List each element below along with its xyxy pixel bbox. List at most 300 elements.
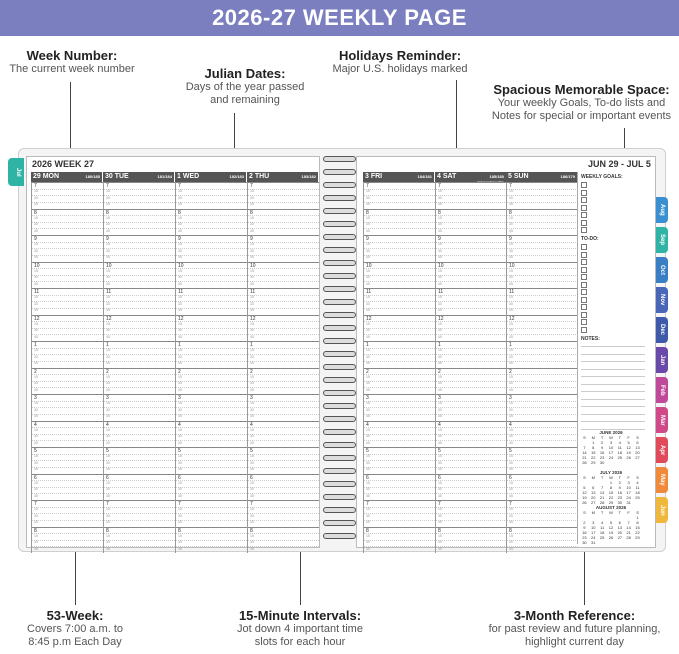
notes-line: [581, 346, 645, 347]
quarter-label: 30: [438, 328, 442, 333]
mini-day: 22: [591, 455, 596, 460]
callout-title: Julian Dates:: [204, 66, 286, 81]
hour-line: [32, 474, 103, 475]
hour-label: 2: [438, 368, 441, 375]
todo-checkbox[interactable]: [581, 319, 587, 325]
day-column[interactable]: [31, 182, 103, 553]
quarter-line: [364, 434, 435, 435]
quarter-line: [176, 487, 247, 488]
quarter-line: [507, 487, 578, 488]
quarter-line: [248, 381, 319, 382]
hour-line: [176, 341, 247, 342]
quarter-label: 45: [250, 255, 254, 260]
quarter-line: [364, 387, 435, 388]
quarter-line: [436, 546, 507, 547]
mini-day: 1: [636, 515, 639, 520]
quarter-line: [248, 321, 319, 322]
mini-day: 13: [635, 445, 640, 450]
quarter-line: [248, 493, 319, 494]
callout-sub: Major U.S. holidays marked: [332, 63, 468, 75]
quarter-label: 45: [178, 308, 182, 313]
notes-line: [581, 414, 645, 415]
quarter-label: 30: [250, 222, 254, 227]
todo-checkbox[interactable]: [581, 289, 587, 295]
quarter-line: [104, 334, 175, 335]
quarter-line: [364, 427, 435, 428]
quarter-line: [248, 255, 319, 256]
month-tab-label: Sep: [659, 234, 665, 246]
quarter-label: 15: [178, 242, 182, 247]
quarter-line: [104, 533, 175, 534]
quarter-label: 15: [366, 295, 370, 300]
quarter-label: 45: [178, 520, 182, 525]
hour-label: 6: [106, 474, 109, 481]
mini-day: 22: [635, 530, 640, 535]
quarter-label: 45: [178, 414, 182, 419]
hour-line: [104, 527, 175, 528]
todo-checkbox[interactable]: [581, 312, 587, 318]
quarter-label: 45: [366, 202, 370, 207]
quarter-label: 45: [438, 308, 442, 313]
hour-line: [32, 315, 103, 316]
hour-label: 4: [178, 421, 181, 428]
hour-line: [32, 500, 103, 501]
quarter-line: [364, 381, 435, 382]
day-header: [363, 172, 434, 182]
todo-checkbox[interactable]: [581, 244, 587, 250]
binding-ring: [323, 273, 356, 279]
quarter-label: 15: [34, 454, 38, 459]
quarter-line: [436, 328, 507, 329]
quarter-line: [507, 381, 578, 382]
todo-checkbox[interactable]: [581, 304, 587, 310]
todo-checkbox[interactable]: [581, 282, 587, 288]
quarter-line: [507, 281, 578, 282]
month-tab-apr[interactable]: [656, 437, 668, 463]
quarter-label: 15: [509, 321, 513, 326]
quarter-label: 45: [366, 308, 370, 313]
quarter-line: [507, 295, 578, 296]
quarter-label: 15: [178, 533, 182, 538]
quarter-line: [32, 215, 103, 216]
mini-day: [607, 460, 616, 465]
hour-label: 12: [438, 315, 444, 322]
quarter-line: [436, 275, 507, 276]
callout-sub: 8:45 p.m Each Day: [28, 636, 122, 648]
hour-label: 2: [34, 368, 37, 375]
goal-checkbox[interactable]: [581, 205, 587, 211]
hour-label: 6: [34, 474, 37, 481]
quarter-line: [104, 275, 175, 276]
quarter-line: [104, 387, 175, 388]
hour-label: 11: [366, 289, 372, 295]
hour-label: 11: [178, 289, 184, 295]
binding-ring: [323, 299, 356, 305]
quarter-line: [32, 321, 103, 322]
mini-day: 18: [635, 490, 640, 495]
hour-line: [248, 341, 319, 342]
hour-label: 9: [178, 236, 181, 242]
julian-date: 184/181: [417, 174, 432, 179]
day-column[interactable]: [247, 182, 319, 553]
hour-line: [176, 474, 247, 475]
mini-day: 5: [627, 440, 630, 445]
quarter-line: [176, 202, 247, 203]
month-tab-mar[interactable]: [656, 407, 668, 433]
hour-line: [248, 182, 319, 183]
quarter-line: [364, 202, 435, 203]
day-column[interactable]: [506, 182, 578, 553]
hour-label: 5: [366, 448, 369, 454]
quarter-label: 15: [106, 533, 110, 538]
quarter-label: 45: [178, 255, 182, 260]
quarter-line: [364, 195, 435, 196]
goal-checkbox[interactable]: [581, 212, 587, 218]
day-header: [31, 172, 102, 182]
mini-day: 3: [609, 440, 613, 445]
month-tab-jun[interactable]: [656, 497, 668, 523]
page-year-week: [32, 159, 94, 169]
goal-checkbox[interactable]: [581, 182, 587, 188]
mini-day: 26: [626, 455, 631, 460]
quarter-label: 45: [178, 361, 182, 366]
binding-ring: [323, 195, 356, 201]
quarter-line: [364, 374, 435, 375]
callout-title: 15-Minute Intervals:: [238, 608, 362, 623]
todo-checkbox[interactable]: [581, 267, 587, 273]
quarter-line: [32, 520, 103, 521]
quarter-label: 30: [366, 354, 370, 359]
hour-label: 10: [438, 262, 444, 269]
quarter-line: [436, 202, 507, 203]
hour-label: 6: [509, 474, 512, 481]
month-tab-jan[interactable]: [656, 347, 668, 373]
hour-label: 6: [438, 474, 441, 481]
quarter-line: [104, 255, 175, 256]
hour-label: 1: [178, 342, 181, 348]
quarter-line: [364, 401, 435, 402]
quarter-label: 45: [509, 414, 513, 419]
hour-line: [436, 262, 507, 263]
quarter-line: [176, 348, 247, 349]
hour-label: 9: [106, 236, 109, 242]
quarter-label: 15: [34, 533, 38, 538]
hour-line: [104, 474, 175, 475]
quarter-label: 30: [106, 460, 110, 465]
quarter-label: 15: [438, 374, 442, 379]
quarter-label: 45: [438, 387, 442, 392]
month-tab-may[interactable]: [656, 467, 668, 493]
goal-checkbox[interactable]: [581, 190, 587, 196]
quarter-label: 45: [34, 255, 38, 260]
hour-label: 7: [178, 501, 181, 507]
month-tab-label: Nov: [659, 294, 665, 306]
quarter-line: [104, 546, 175, 547]
month-tab-feb[interactable]: [656, 377, 668, 403]
quarter-line: [104, 268, 175, 269]
mini-day: 10: [608, 445, 614, 450]
quarter-label: 45: [34, 202, 38, 207]
quarter-line: [248, 295, 319, 296]
quarter-line: [364, 301, 435, 302]
quarter-line: [32, 427, 103, 428]
quarter-line: [248, 467, 319, 468]
quarter-label: 30: [438, 513, 442, 518]
quarter-line: [32, 275, 103, 276]
quarter-label: 30: [250, 460, 254, 465]
mini-day: 4: [636, 480, 639, 485]
mini-month: [580, 470, 642, 505]
callout-holidays: [320, 48, 480, 76]
quarter-label: 45: [250, 228, 254, 233]
hour-line: [248, 474, 319, 475]
mini-day: 26: [608, 535, 614, 540]
mini-dow: S: [636, 475, 639, 480]
mini-day: 11: [600, 525, 605, 530]
quarter-line: [507, 546, 578, 547]
quarter-line: [507, 189, 578, 190]
quarter-label: 15: [366, 374, 370, 379]
quarter-line: [248, 387, 319, 388]
quarter-line: [507, 334, 578, 335]
quarter-line: [248, 334, 319, 335]
quarter-line: [104, 520, 175, 521]
mini-day: 10: [626, 485, 631, 490]
quarter-line: [436, 195, 507, 196]
notes-label: NOTES:: [581, 336, 600, 342]
quarter-label: 15: [250, 507, 254, 512]
hour-line: [507, 341, 578, 342]
hour-line: [104, 500, 175, 501]
hour-line: [176, 500, 247, 501]
quarter-line: [32, 460, 103, 461]
quarter-line: [436, 242, 507, 243]
month-tab-dec[interactable]: [656, 317, 668, 343]
quarter-line: [32, 434, 103, 435]
quarter-line: [364, 414, 435, 415]
hour-line: [32, 288, 103, 289]
quarter-line: [364, 507, 435, 508]
hour-line: [32, 235, 103, 236]
hour-label: 7: [509, 183, 512, 189]
todo-checkbox[interactable]: [581, 274, 587, 280]
mini-day: 24: [591, 535, 596, 540]
quarter-line: [32, 513, 103, 514]
todo-checkbox[interactable]: [581, 297, 587, 303]
hour-label: 10: [250, 262, 256, 269]
quarter-label: 15: [250, 348, 254, 353]
quarter-label: 15: [34, 374, 38, 379]
hour-line: [507, 527, 578, 528]
month-tab-oct[interactable]: [656, 257, 668, 283]
hour-line: [176, 262, 247, 263]
binding-ring: [323, 442, 356, 448]
quarter-line: [507, 248, 578, 249]
month-tab-aug[interactable]: [656, 197, 668, 223]
quarter-label: 45: [178, 334, 182, 339]
quarter-line: [364, 348, 435, 349]
quarter-line: [248, 354, 319, 355]
mini-day: 25: [617, 455, 623, 460]
quarter-line: [364, 493, 435, 494]
quarter-line: [436, 427, 507, 428]
quarter-label: 45: [366, 493, 370, 498]
quarter-line: [248, 202, 319, 203]
quarter-line: [248, 401, 319, 402]
day-column[interactable]: [435, 182, 507, 553]
julian-date: 180/185: [85, 174, 100, 179]
hour-line: [248, 368, 319, 369]
quarter-label: 45: [366, 281, 370, 286]
quarter-label: 15: [509, 427, 513, 432]
quarter-label: 30: [34, 487, 38, 492]
quarter-line: [176, 308, 247, 309]
mini-day: 17: [608, 450, 614, 455]
mini-day: 19: [608, 530, 614, 535]
month-tab-sep[interactable]: [656, 227, 668, 253]
quarter-line: [32, 195, 103, 196]
hour-line: [364, 368, 435, 369]
quarter-line: [364, 520, 435, 521]
hour-label: 11: [250, 289, 256, 295]
quarter-line: [248, 361, 319, 362]
quarter-label: 30: [250, 328, 254, 333]
quarter-label: 15: [106, 401, 110, 406]
hour-line: [32, 527, 103, 528]
notes-line: [581, 399, 645, 400]
quarter-label: 45: [509, 202, 513, 207]
quarter-line: [507, 255, 578, 256]
hour-line: [104, 288, 175, 289]
quarter-label: 15: [34, 189, 38, 194]
quarter-label: 45: [509, 255, 513, 260]
binding-ring: [323, 169, 356, 175]
quarter-line: [176, 334, 247, 335]
mini-dow: T: [600, 435, 604, 440]
quarter-line: [436, 334, 507, 335]
hour-line: [507, 262, 578, 263]
quarter-label: 45: [366, 361, 370, 366]
quarter-line: [507, 202, 578, 203]
quarter-label: 30: [366, 407, 370, 412]
callout-intervals: [220, 608, 380, 649]
quarter-label: 15: [366, 321, 370, 326]
quarter-line: [176, 361, 247, 362]
quarter-label: 30: [509, 222, 513, 227]
quarter-line: [507, 454, 578, 455]
day-column[interactable]: [363, 182, 435, 553]
day-label: 1 WED: [177, 173, 200, 180]
hour-line: [436, 315, 507, 316]
quarter-line: [436, 487, 507, 488]
hour-line: [364, 500, 435, 501]
quarter-label: 30: [250, 275, 254, 280]
quarter-line: [176, 242, 247, 243]
quarter-line: [176, 189, 247, 190]
mini-day: 19: [626, 450, 631, 455]
quarter-line: [436, 513, 507, 514]
todo-checkbox[interactable]: [581, 327, 587, 333]
notes-line: [581, 391, 645, 392]
quarter-label: 30: [178, 222, 182, 227]
quarter-line: [436, 381, 507, 382]
hour-label: 12: [178, 315, 184, 322]
mini-day: [633, 540, 642, 545]
quarter-label: 45: [250, 281, 254, 286]
banner-title: 2026-27 WEEKLY PAGE: [0, 0, 679, 36]
quarter-line: [176, 195, 247, 196]
quarter-line: [507, 434, 578, 435]
goal-checkbox[interactable]: [581, 197, 587, 203]
quarter-label: 45: [106, 281, 110, 286]
quarter-line: [104, 328, 175, 329]
quarter-label: 15: [178, 215, 182, 220]
hour-line: [507, 288, 578, 289]
month-tab-nov[interactable]: [656, 287, 668, 313]
todo-checkbox[interactable]: [581, 252, 587, 258]
day-label: 2 THU: [249, 173, 270, 180]
hour-label: 8: [178, 527, 181, 534]
month-tab-jul[interactable]: [8, 158, 24, 186]
quarter-line: [364, 487, 435, 488]
hour-line: [436, 394, 507, 395]
quarter-label: 30: [34, 195, 38, 200]
callout-sub: The current week number: [9, 63, 135, 75]
quarter-line: [364, 189, 435, 190]
quarter-label: 45: [366, 228, 370, 233]
quarter-label: 15: [34, 348, 38, 353]
quarter-label: 30: [250, 195, 254, 200]
quarter-line: [248, 533, 319, 534]
quarter-label: 30: [34, 275, 38, 280]
mini-day: [633, 460, 642, 465]
quarter-label: 30: [438, 540, 442, 545]
notes-line: [581, 369, 645, 370]
hour-label: 6: [250, 474, 253, 481]
mini-day: 16: [582, 530, 587, 535]
day-column[interactable]: [103, 182, 175, 553]
goal-checkbox[interactable]: [581, 227, 587, 233]
goal-checkbox[interactable]: [581, 220, 587, 226]
quarter-line: [104, 222, 175, 223]
day-column[interactable]: [175, 182, 247, 553]
quarter-label: 45: [34, 546, 38, 551]
mini-day: 25: [599, 535, 605, 540]
quarter-line: [32, 334, 103, 335]
quarter-line: [248, 454, 319, 455]
mini-dow: S: [636, 435, 639, 440]
quarter-label: 15: [366, 189, 370, 194]
quarter-label: 15: [106, 321, 110, 326]
quarter-label: 30: [438, 195, 442, 200]
mini-day: 15: [608, 490, 614, 495]
mini-dow: T: [600, 510, 604, 515]
hour-label: 10: [106, 262, 112, 269]
quarter-label: 45: [509, 308, 513, 313]
quarter-label: 15: [509, 215, 513, 220]
quarter-label: 30: [509, 460, 513, 465]
hour-label: 11: [106, 289, 112, 295]
binding-ring: [323, 156, 356, 162]
todo-checkbox[interactable]: [581, 259, 587, 265]
quarter-label: 45: [34, 414, 38, 419]
hour-line: [248, 394, 319, 395]
quarter-line: [248, 540, 319, 541]
quarter-label: 45: [106, 228, 110, 233]
quarter-line: [248, 189, 319, 190]
month-tab-label: Apr: [659, 444, 665, 456]
quarter-label: 45: [34, 308, 38, 313]
